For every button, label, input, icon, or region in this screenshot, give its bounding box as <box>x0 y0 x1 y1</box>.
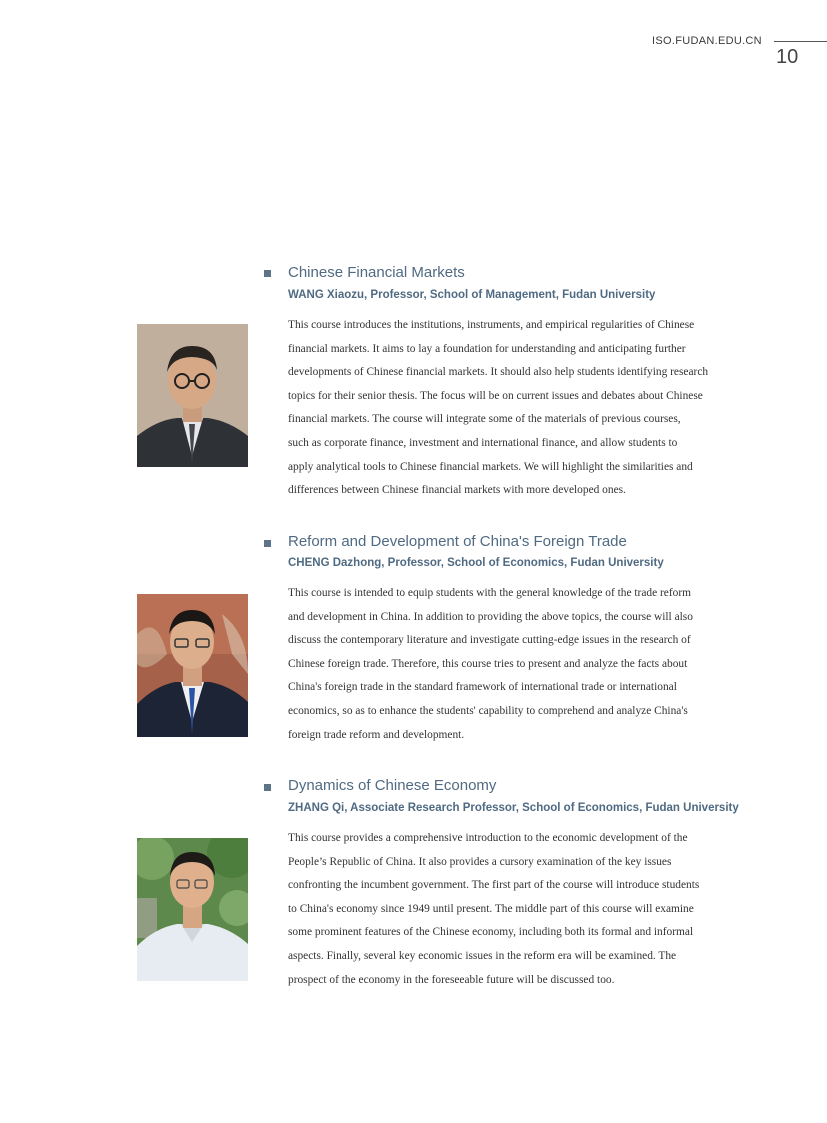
description-line: People’s Republic of China. It also provides a cursory examination of the key issues <box>288 855 672 868</box>
page-number: 10 <box>776 46 799 68</box>
description-line: This course provides a comprehensive introduction to the economic development of the <box>288 832 688 844</box>
instructor-photo <box>137 324 248 467</box>
bullet-square <box>264 540 271 547</box>
description-line: China's foreign trade in the standard framework of international trade or international <box>288 681 677 694</box>
description-line: discuss the contemporary literature and investigate cutting-edge issues in the research of <box>288 634 691 647</box>
description-line: to China's economy since 1949 until present. The middle part of this course will examine <box>288 902 694 915</box>
course-description <box>288 827 750 992</box>
description-line: differences between Chinese financial markets with more developed ones. <box>288 484 626 497</box>
description-line: confronting the incumbent government. The first part of the course will introduce students <box>288 879 700 892</box>
description-line: foreign trade reform and development. <box>288 728 465 741</box>
bullet-square <box>264 784 271 791</box>
description-line: prospect of the economy in the foreseeable future will be discussed too. <box>288 973 615 986</box>
description-line: Chinese foreign trade. Therefore, this course tries to present and analyze the facts about <box>288 657 688 670</box>
description-line: financial markets. The course will integrate some of the materials of previous courses, <box>288 413 681 426</box>
description-line: aspects. Finally, several key economic issues in the reform era will be examined. The <box>288 949 677 962</box>
bullet-square <box>264 270 271 277</box>
course-description <box>288 582 750 747</box>
course-title: Chinese Financial Markets <box>288 264 465 281</box>
instructor-line: ZHANG Qi, Associate Research Professor, School of Economics, Fudan University <box>288 802 739 814</box>
description-line: This course introduces the institutions, instruments, and empirical regularities of Chinese <box>288 319 695 331</box>
course-title: Dynamics of Chinese Economy <box>288 777 497 794</box>
description-line: topics for their senior thesis. The focus will be on current issues and debates about Chinese <box>288 389 703 402</box>
description-line: such as corporate finance, investment and international finance, and allow students to <box>288 436 678 449</box>
description-line: apply analytical tools to Chinese financial markets. We will highlight the similarities and <box>288 460 693 473</box>
instructor-photo <box>137 594 248 737</box>
course-description <box>288 314 750 503</box>
description-line: economics, so as to enhance the students' capability to comprehend and analyze China's <box>288 704 688 717</box>
instructor-line: CHENG Dazhong, Professor, School of Economics, Fudan University <box>288 557 664 569</box>
description-line: financial markets. It aims to lay a foundation for understanding and anticipating further <box>288 342 686 355</box>
site-url: ISO.FUDAN.EDU.CN <box>652 35 762 47</box>
description-line: and development in China. In addition to providing the above topics, the course will also <box>288 610 693 623</box>
header-rule <box>774 41 827 42</box>
description-line: some prominent features of the Chinese economy, including both its formal and informal <box>288 926 694 939</box>
description-line: This course is intended to equip students with the general knowledge of the trade reform <box>288 587 691 599</box>
instructor-line: WANG Xiaozu, Professor, School of Management, Fudan University <box>288 289 656 301</box>
course-title: Reform and Development of China's Foreign Trade <box>288 533 627 550</box>
instructor-photo <box>137 838 248 981</box>
description-line: developments of Chinese financial markets. It should also help students identifying research <box>288 366 709 379</box>
